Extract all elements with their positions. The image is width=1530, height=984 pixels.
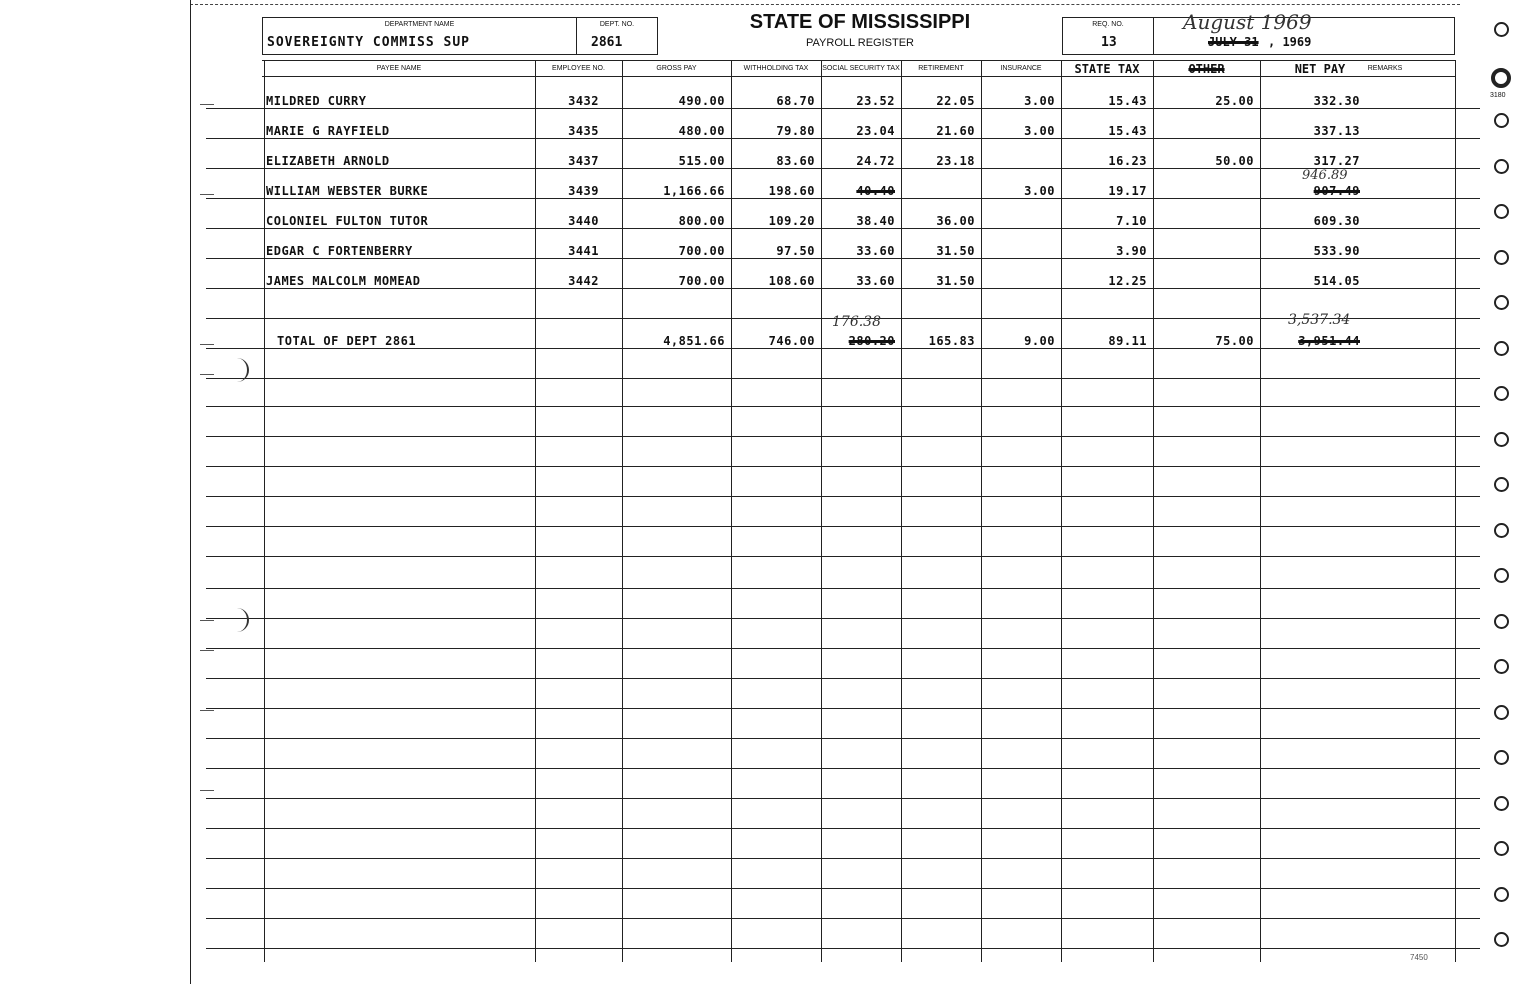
cell-retirement: 21.60	[936, 124, 975, 138]
cell-other: 25.00	[1215, 94, 1254, 108]
cell-net-pay-handwritten: 946.89	[1302, 168, 1348, 183]
col-remarks: REMARKS	[1367, 65, 1403, 72]
cell-withholding-tax: 198.60	[768, 184, 815, 198]
cell-employee-no: 3437	[568, 154, 599, 168]
cell-state-tax: 19.17	[1108, 184, 1147, 198]
tractor-hole	[1494, 159, 1509, 174]
cell-payee-name: MILDRED CURRY	[266, 94, 367, 108]
column-rule	[264, 60, 265, 962]
row-rule	[206, 406, 1480, 407]
cell-insurance: 3.00	[1024, 124, 1055, 138]
col-retirement: RETIREMENT	[918, 65, 964, 72]
tractor-hole	[1494, 705, 1509, 720]
cell-state-tax: 7.10	[1116, 214, 1147, 228]
row-rule	[206, 948, 1480, 949]
cell-employee-no: 3440	[568, 214, 599, 228]
row-rule	[206, 738, 1480, 739]
cell-employee-no: 3432	[568, 94, 599, 108]
row-rule	[206, 466, 1480, 467]
cell-net-pay: 317.27	[1313, 154, 1360, 168]
tractor-hole	[1494, 750, 1509, 765]
cell-gross-pay: 515.00	[678, 154, 725, 168]
column-rule	[1455, 60, 1456, 962]
row-rule	[206, 378, 1480, 379]
cell-state-tax: 15.43	[1108, 124, 1147, 138]
cell-withholding-tax: 68.70	[776, 94, 815, 108]
col-payee-name: PAYEE NAME	[376, 65, 422, 72]
col-net-pay: NET PAY	[1294, 62, 1346, 76]
cell-employee-no: 3442	[568, 274, 599, 288]
cell-gross-pay: 490.00	[678, 94, 725, 108]
total-net-pay: 3,951.44	[1298, 334, 1360, 348]
req-divider	[1153, 18, 1154, 54]
department-name-box	[262, 17, 577, 55]
total-label: TOTAL OF DEPT 2861	[277, 334, 417, 348]
margin-tick	[200, 344, 214, 345]
total-withholding: 746.00	[768, 334, 815, 348]
tractor-hole	[1494, 432, 1509, 447]
tractor-hole	[1494, 887, 1509, 902]
cell-employee-no: 3441	[568, 244, 599, 258]
req-date-box	[1062, 10, 1455, 55]
top-perforation	[190, 4, 1460, 6]
tractor-hole	[1494, 341, 1509, 356]
cell-payee-name: WILLIAM WEBSTER BURKE	[266, 184, 429, 198]
tractor-hole	[1494, 113, 1509, 128]
margin-tick	[200, 104, 214, 105]
req-no-label: REQ. NO.	[1092, 21, 1124, 28]
row-rule	[206, 918, 1480, 919]
left-edge-line	[190, 0, 191, 984]
column-rule	[901, 60, 902, 962]
margin-tick	[200, 710, 214, 711]
row-rule	[206, 526, 1480, 527]
col-employee-no: EMPLOYEE NO.	[552, 65, 605, 72]
cell-state-tax: 3.90	[1116, 244, 1147, 258]
cell-net-pay: 533.90	[1313, 244, 1360, 258]
cell-retirement: 31.50	[936, 244, 975, 258]
cell-net-pay: 609.30	[1313, 214, 1360, 228]
cell-gross-pay: 800.00	[678, 214, 725, 228]
cell-state-tax: 15.43	[1108, 94, 1147, 108]
row-rule	[206, 228, 1480, 229]
cell-other: 50.00	[1215, 154, 1254, 168]
cell-social-security-tax: 40.40	[856, 184, 895, 198]
department-label: DEPARTMENT NAME	[384, 21, 455, 28]
dept-no: 2861	[591, 35, 623, 50]
cell-insurance: 3.00	[1024, 184, 1055, 198]
cell-payee-name: JAMES MALCOLM MOMEAD	[266, 274, 421, 288]
cell-payee-name: EDGAR C FORTENBERRY	[266, 244, 413, 258]
cell-payee-name: ELIZABETH ARNOLD	[266, 154, 390, 168]
col-gross-pay: GROSS PAY	[656, 65, 697, 72]
tractor-hole	[1494, 841, 1509, 856]
cell-social-security-tax: 38.40	[856, 214, 895, 228]
margin-tick	[200, 620, 214, 621]
tractor-hole	[1494, 659, 1509, 674]
tractor-hole	[1494, 523, 1509, 538]
cell-employee-no: 3439	[568, 184, 599, 198]
col-state-tax: STATE TAX	[1074, 62, 1140, 76]
row-rule	[206, 768, 1480, 769]
cell-state-tax: 16.23	[1108, 154, 1147, 168]
tractor-hole	[1494, 796, 1509, 811]
cell-social-security-tax: 24.72	[856, 154, 895, 168]
row-rule	[206, 708, 1480, 709]
total-state-tax: 89.11	[1108, 334, 1147, 348]
row-rule	[206, 588, 1480, 589]
row-rule	[206, 828, 1480, 829]
cell-gross-pay: 700.00	[678, 244, 725, 258]
total-social-security: 280.20	[848, 334, 895, 348]
col-other: OTHER	[1188, 62, 1225, 76]
row-rule	[206, 858, 1480, 859]
tractor-hole	[1494, 295, 1509, 310]
cell-withholding-tax: 83.60	[776, 154, 815, 168]
date-year: , 1969	[1268, 35, 1312, 49]
cell-social-security-tax: 33.60	[856, 274, 895, 288]
cell-social-security-tax: 23.52	[856, 94, 895, 108]
page-subtitle: PAYROLL REGISTER	[806, 37, 914, 49]
row-rule	[206, 168, 1480, 169]
row-rule	[206, 258, 1480, 259]
tractor-hole	[1494, 568, 1509, 583]
row-rule	[206, 138, 1480, 139]
cell-employee-no: 3435	[568, 124, 599, 138]
page-title: STATE OF MISSISSIPPI	[749, 11, 971, 33]
row-rule	[206, 678, 1480, 679]
row-rule	[206, 618, 1480, 619]
cell-withholding-tax: 108.60	[768, 274, 815, 288]
total-social-security-handwritten: 176.38	[832, 314, 881, 330]
cell-gross-pay: 1,166.66	[663, 184, 725, 198]
row-rule	[206, 888, 1480, 889]
tractor-hole	[1494, 477, 1509, 492]
cell-net-pay: 514.05	[1313, 274, 1360, 288]
col-social-security-tax: SOCIAL SECURITY TAX	[822, 65, 900, 72]
tractor-hole	[1494, 250, 1509, 265]
cell-retirement: 22.05	[936, 94, 975, 108]
cell-net-pay: 907.49	[1313, 184, 1360, 198]
cell-retirement: 36.00	[936, 214, 975, 228]
cell-withholding-tax: 109.20	[768, 214, 815, 228]
cell-social-security-tax: 23.04	[856, 124, 895, 138]
dept-no-box	[576, 17, 658, 55]
department-name: SOVEREIGNTY COMMISS SUP	[267, 35, 471, 50]
col-insurance: INSURANCE	[1000, 65, 1042, 72]
row-rule	[206, 348, 1480, 349]
req-no: 13	[1101, 35, 1117, 50]
dept-no-label: DEPT. NO.	[599, 21, 635, 28]
total-gross: 4,851.66	[663, 334, 725, 348]
tractor-hole	[1494, 932, 1509, 947]
margin-tick	[200, 194, 214, 195]
cell-social-security-tax: 33.60	[856, 244, 895, 258]
cell-payee-name: COLONIEL FULTON TUTOR	[266, 214, 429, 228]
tractor-hole	[1491, 68, 1511, 88]
col-withholding-tax: WITHHOLDING TAX	[743, 65, 809, 72]
cell-withholding-tax: 79.80	[776, 124, 815, 138]
row-rule	[206, 108, 1480, 109]
cell-net-pay: 332.30	[1313, 94, 1360, 108]
cell-withholding-tax: 97.50	[776, 244, 815, 258]
left-bracket-lower	[233, 608, 249, 632]
date-handwritten: August 1969	[1183, 10, 1312, 34]
total-other: 75.00	[1215, 334, 1254, 348]
header-band-top	[262, 60, 1455, 61]
total-insurance: 9.00	[1024, 334, 1055, 348]
row-rule	[206, 798, 1480, 799]
date-crossed: JULY 31	[1208, 35, 1259, 49]
cell-net-pay: 337.13	[1313, 124, 1360, 138]
cell-gross-pay: 480.00	[678, 124, 725, 138]
cell-retirement: 31.50	[936, 274, 975, 288]
tractor-hole	[1494, 22, 1509, 37]
cell-gross-pay: 700.00	[678, 274, 725, 288]
cell-insurance: 3.00	[1024, 94, 1055, 108]
margin-code-top: 3180	[1490, 92, 1506, 99]
tractor-hole	[1494, 614, 1509, 629]
total-net-pay-handwritten: 3,537.34	[1288, 312, 1351, 328]
row-rule	[206, 288, 1480, 289]
tractor-hole	[1494, 204, 1509, 219]
cell-payee-name: MARIE G RAYFIELD	[266, 124, 390, 138]
total-retirement: 165.83	[928, 334, 975, 348]
row-rule	[206, 648, 1480, 649]
margin-tick	[200, 790, 214, 791]
margin-code-bottom: 7450	[1410, 953, 1428, 962]
column-rule	[1153, 60, 1154, 962]
margin-tick	[200, 650, 214, 651]
row-rule	[206, 436, 1480, 437]
row-rule	[206, 496, 1480, 497]
row-rule	[206, 198, 1480, 199]
row-rule	[206, 556, 1480, 557]
cell-state-tax: 12.25	[1108, 274, 1147, 288]
tractor-hole	[1494, 386, 1509, 401]
cell-retirement: 23.18	[936, 154, 975, 168]
header-band-bottom	[262, 76, 1455, 77]
margin-tick	[200, 374, 214, 375]
